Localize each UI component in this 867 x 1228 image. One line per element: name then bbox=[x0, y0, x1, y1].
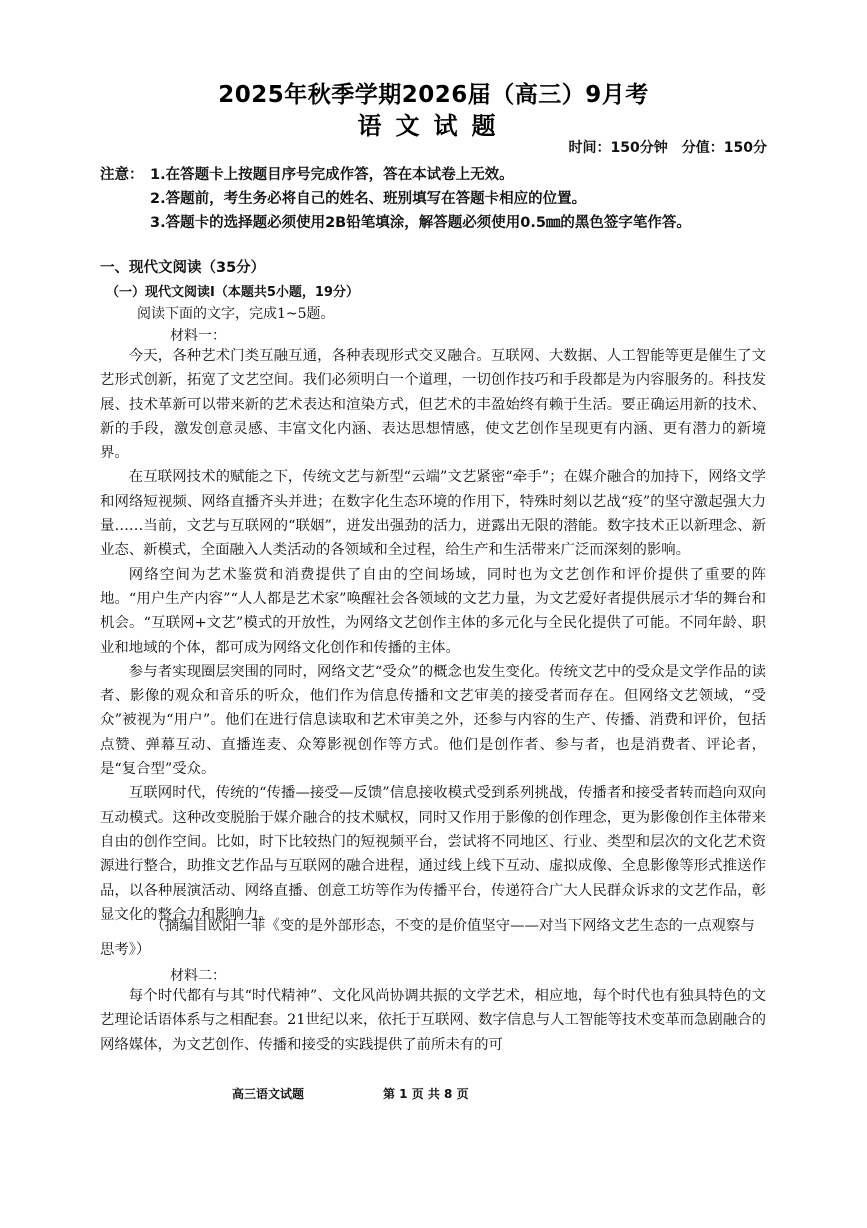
note-item: 3.答题卡的选择题必须使用2B铅笔填涂，解答题必须使用0.5㎜的黑色签字笔作答。 bbox=[150, 215, 691, 231]
footer-subject: 高三语文试题 bbox=[232, 1087, 305, 1101]
reading-instruction: 阅读下面的文字，完成1~5题。 bbox=[137, 306, 335, 322]
paragraph: 参与者实现圈层突围的同时，网络文艺“受众”的概念也发生变化。传统文艺中的受众是文学作品的读者、影像的观众和音乐的听众，他们作为信息传播和文艺审美的接受者而存在。但网络文艺领域，“受众”被视为“用户”。他们在进行信息读取和艺术审美之外，还参与内容的生产、传播、消费和评价，包括点赞、弹幕互动、直播连麦、众筹影视创作等方式。他们是创作者、参与者，也是消费者、评论者，是“复合型”受众。 bbox=[100, 663, 766, 778]
material-1-body bbox=[100, 344, 766, 927]
paragraph: 互联网时代，传统的“传播—接受—反馈”信息接收模式受到系列挑战，传播者和接受者转而趋向双向互动模式。这种改变脱胎于媒介融合的技术赋权，同时又作用于影像的创作理念，更为影像创作主体带来自由的创作空间。比如，时下比较热门的短视频平台，尝试将不同地区、行业、类型和层次的文化艺术资源进行整合，助推文艺作品与互联网的融合进程，通过线上线下互动、虚拟成像、全息影像等形式推送作品，以各种展演活动、网络直播、创意工坊等作为传播平台，传递符合广大人民群众诉求的文艺作品，彰显文化的整合力和影响力。 bbox=[100, 785, 766, 923]
section-heading: 一、现代文阅读（35分） bbox=[100, 260, 266, 276]
notes-block bbox=[100, 163, 800, 235]
paragraph: 在互联网技术的赋能之下，传统文艺与新型“云端”文艺紧密“牵手”；在媒介融合的加持下，网络文学和网络短视频、网络直播齐头并进；在数字化生态环境的作用下，特殊时刻以艺战“疫”的坚守激起强大力量……当前，文艺与互联网的“联姻”，迸发出强劲的活力，迸露出无限的潜能。数字技术正以新理念、新业态、新模式，全面融入人类活动的各领域和全过程，给生产和生活带来广泛而深刻的影响。 bbox=[100, 469, 766, 559]
subsection-heading: （一）现代文阅读Ⅰ（本题共5小题，19分） bbox=[106, 285, 359, 300]
note-item: 1.在答题卡上按题目序号完成作答，答在本试卷上无效。 bbox=[150, 167, 514, 183]
paragraph: 今天，各种艺术门类互融互通，各种表现形式交叉融合。互联网、大数据、人工智能等更是催生了文艺形式创新，拓宽了文艺空间。我们必须明白一个道理，一切创作技巧和手段都是为内容服务的。科技发展、技术革新可以带来新的艺术表达和渲染方式，但艺术的丰盈始终有赖于生活。要正确运用新的技术、新的手段，激发创意灵感、丰富文化内涵、表达思想情感，使文艺创作呈现更有内涵、更有潜力的新境界。 bbox=[100, 348, 766, 462]
material-1-label: 材料一： bbox=[170, 328, 226, 344]
note-row bbox=[100, 163, 800, 187]
material-2-label: 材料二： bbox=[170, 968, 226, 984]
source-citation: （摘编自欧阳一菲《变的是外部形态，不变的是价值坚守——对当下网络文艺生态的一点观察与思考》） bbox=[100, 918, 755, 959]
subject-title: 语文试题 bbox=[357, 112, 510, 140]
paragraph: 每个时代都有与其“时代精神”、文化风尚协调共振的文学艺术，相应地，每个时代也有独具特色的文艺理论话语体系与之相配套。21世纪以来，依托于互联网、数字信息与人工智能等技术变革而急剧融合的网络媒体，为文艺创作、传播和接受的实践提供了前所未有的可 bbox=[100, 988, 766, 1053]
paragraph: 网络空间为艺术鉴赏和消费提供了自由的空间场域，同时也为文艺创作和评价提供了重要的阵地。“用户生产内容”“人人都是艺术家”唤醒社会各领域的文艺力量，为文艺爱好者提供展示才华的舞台和机会。“互联网+文艺”模式的开放性，为网络文艺创作主体的多元化与全民化提供了可能。不同年龄、职业和地域的个体，都可成为网络文化创作和传播的主体。 bbox=[100, 566, 766, 656]
material-2-body bbox=[100, 984, 766, 1057]
notes-label: 注意： bbox=[100, 167, 144, 183]
note-item: 2.答题前，考生务必将自己的姓名、班别填写在答题卡相应的位置。 bbox=[150, 191, 587, 207]
exam-meta: 时间：150分钟 分值：150分 bbox=[568, 140, 767, 156]
page-number: 第 1 页 共 8 页 bbox=[383, 1087, 469, 1101]
exam-title: 2025年秋季学期2026届（高三）9月考 bbox=[218, 82, 649, 108]
